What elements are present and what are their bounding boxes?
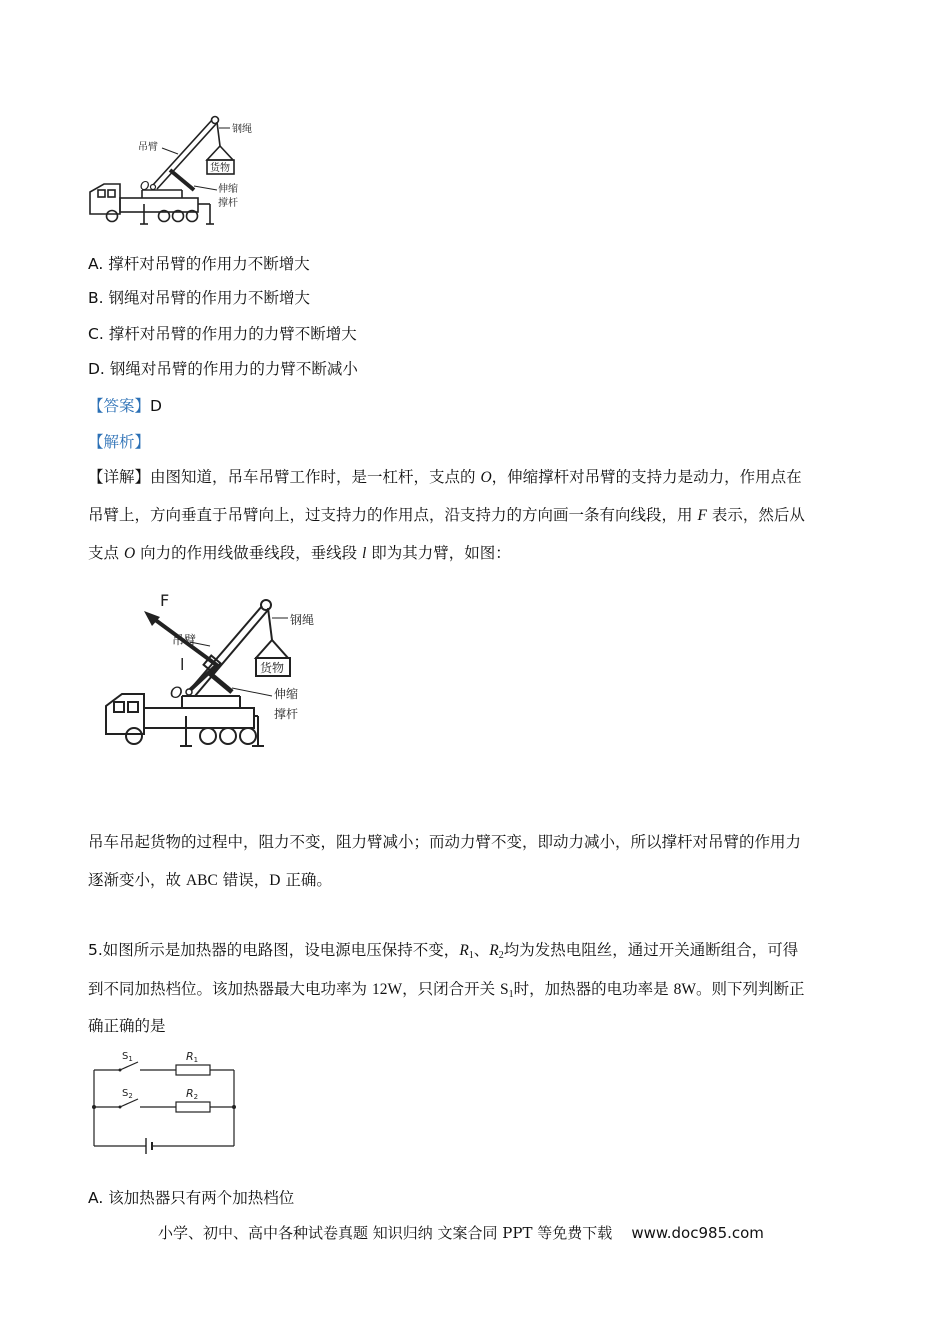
detail-text: 吊臂上，方向垂直于吊臂向上，过支持力的作用点，沿支持力的方向画一条有向线段，用 (88, 506, 698, 524)
detail-line-3 (88, 546, 511, 562)
detail-var: O (123, 545, 136, 562)
fig1-rope-label: 钢绳 (232, 124, 252, 135)
fig1-strut-label-2: 撑杆 (218, 198, 238, 209)
option-text: 钢绳对吊臂的作用力不断增大 (108, 289, 311, 307)
q5-line-3 (88, 1019, 166, 1035)
fig2-lever-label: l (180, 655, 185, 674)
conclusion-text: 正确。 (280, 871, 332, 889)
q4-option-c (88, 327, 357, 343)
fig2-strut-label-2: 撑杆 (274, 707, 299, 721)
fig2-rope-label: 钢绳 (290, 613, 315, 627)
q5-text: 均为发热电阻丝，通过开关通断组合，可得 (503, 941, 799, 959)
conclusion-text: D (269, 872, 281, 889)
q5-text: 确正确的是 (88, 1017, 166, 1035)
fig2-force-label: F (160, 591, 170, 610)
q5-text: 8W (673, 981, 696, 998)
fig1-cargo-label: 货物 (210, 163, 230, 174)
q4-option-a (88, 257, 310, 273)
q5-text: ，只闭合开关 (402, 980, 501, 998)
detail-line-1 (88, 470, 802, 486)
fig1-arm-label: 吊臂 (138, 142, 158, 153)
q5-line-2 (88, 982, 804, 1000)
q5-text: 时，加热器的电功率是 (513, 980, 674, 998)
footer-text: 小学、初中、高中各种试卷真题 知识归纳 文案合同 PPT 等免费下载 (158, 1224, 613, 1242)
q5-text: 到不同加热档位。该加热器最大电功率为 (88, 980, 372, 998)
answer-line (88, 399, 162, 415)
q5-sub: 1 (468, 950, 474, 961)
detail-text: 由图知道，吊车吊臂工作时，是一杠杆，支点的 (150, 468, 481, 486)
option-letter: A. (88, 255, 104, 273)
q5-text: S (500, 981, 509, 998)
fig1-strut-label-1: 伸缩 (218, 184, 238, 195)
page-footer (158, 1222, 764, 1243)
fig1-pivot-label: O (140, 179, 150, 193)
switch-s2-label: $S_2$ (122, 1088, 133, 1100)
detail-var: l (362, 545, 367, 562)
detail-text: 表示，然后从 (706, 506, 805, 524)
conclusion-text: 错误， (217, 871, 270, 889)
option-letter: C. (88, 325, 104, 343)
option-text: 撑杆对吊臂的作用力的力臂不断增大 (108, 325, 357, 343)
detail-text: 即为其力臂，如图： (366, 544, 511, 562)
detail-var: F (697, 507, 707, 524)
fig2-pivot-label: O (170, 683, 183, 702)
q5-line-1 (88, 943, 798, 961)
q5-text: 。则下列判断正 (695, 980, 805, 998)
option-text: 钢绳对吊臂的作用力的力臂不断减小 (109, 360, 358, 378)
q5-sub: 1 (508, 989, 514, 1000)
analysis-label: 【解析】 (88, 433, 151, 451)
fig2-cargo-label: 货物 (260, 661, 285, 675)
option-text: 该加热器只有两个加热档位 (108, 1189, 295, 1207)
q5-text: 如图所示是加热器的电路图，设电源电压保持不变， (102, 941, 460, 959)
detail-text: 向力的作用线做垂线段，垂线段 (135, 544, 362, 562)
conclusion-text: 吊车吊起货物的过程中，阻力不变，阻力臂减小；而动力臂不变，即动力减小，所以撑杆对吊臂的作用力 (88, 833, 802, 851)
detail-text: 支点 (88, 544, 124, 562)
footer-url[interactable]: www.doc985.com (631, 1224, 764, 1242)
conclusion-line-1 (88, 835, 801, 851)
resistor-r1-label: R1 (186, 1050, 199, 1064)
resistor-r2-label: R2 (186, 1087, 199, 1101)
q4-option-b (88, 291, 310, 307)
option-text: 撑杆对吊臂的作用力不断增大 (108, 255, 310, 273)
fig2-strut-label-1: 伸缩 (274, 687, 299, 701)
conclusion-text: 逐渐变小，故 (88, 871, 186, 889)
answer-value: D (150, 397, 162, 415)
switch-s1-label: $S_1$ (122, 1051, 133, 1063)
fig2-arm-label: 吊臂 (172, 633, 197, 647)
option-letter: A. (88, 1189, 104, 1207)
conclusion-text: ABC (185, 872, 218, 889)
conclusion-line-2 (88, 873, 332, 889)
q5-text: 12W (371, 981, 403, 998)
detail-line-2 (88, 508, 805, 524)
detail-label: 【详解】 (88, 468, 151, 486)
q5-var: R (489, 942, 499, 959)
circuit-diagram (86, 1048, 246, 1158)
option-letter: D. (88, 360, 105, 378)
analysis-line (88, 435, 150, 451)
crane-figure (82, 110, 267, 230)
q5-sub: 2 (498, 950, 504, 961)
crane-force-figure (100, 584, 340, 754)
q5-var: R (459, 942, 469, 959)
detail-text: ，伸缩撑杆对吊臂的支持力是动力，作用点在 (491, 468, 802, 486)
q4-option-d (88, 362, 358, 378)
q5-text: 、 (473, 941, 490, 959)
detail-var: O (480, 469, 492, 486)
option-letter: B. (88, 289, 104, 307)
q5-number: 5. (88, 941, 103, 959)
q5-option-a (88, 1191, 294, 1207)
answer-label: 【答案】 (88, 397, 151, 415)
